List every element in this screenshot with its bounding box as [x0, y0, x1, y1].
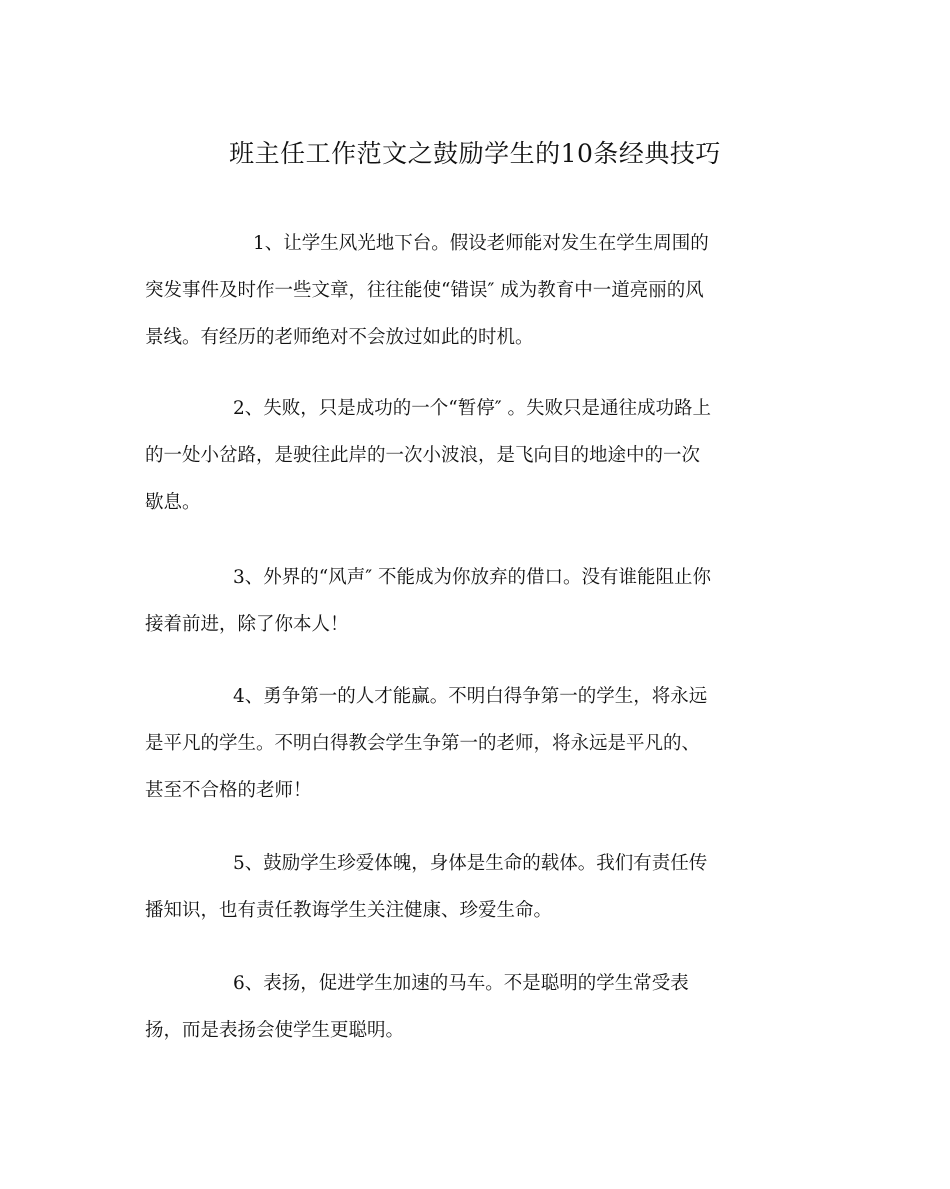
paragraph-3: [145, 554, 810, 648]
paragraph-line: 5、鼓励学生珍爱体魄，身体是生命的载体。我们有责任传: [233, 853, 708, 874]
paragraph-line: 是平凡的学生。不明白得教会学生争第一的老师，将永远是平凡的、: [145, 733, 701, 754]
paragraph-4: [145, 673, 810, 814]
document-title: 班主任工作范文之鼓励学生的10条经典技巧: [229, 139, 721, 168]
paragraph-2: [145, 385, 810, 526]
paragraph-line: 突发事件及时作一些文章，往往能使“错误″ 成为教育中一道亮丽的风: [145, 280, 704, 301]
paragraph-1: [145, 220, 810, 361]
paragraph-line: 的一处小岔路，是驶往此岸的一次小波浪，是飞向目的地途中的一次: [145, 445, 701, 466]
paragraph-line: 接着前进，除了你本人！: [145, 614, 349, 635]
paragraph-line: 1、让学生风光地下台。假设老师能对发生在学生周围的: [253, 233, 709, 254]
paragraph-line: 4、勇争第一的人才能赢。不明白得争第一的学生，将永远: [233, 686, 708, 707]
paragraph-line: 景线。有经历的老师绝对不会放过如此的时机。: [145, 327, 534, 348]
paragraph-line: 播知识，也有责任教诲学生关注健康、珍爱生命。: [145, 900, 553, 921]
paragraph-line: 甚至不合格的老师！: [145, 780, 312, 801]
paragraph-6: [145, 960, 810, 1054]
paragraph-line: 扬，而是表扬会使学生更聪明。: [145, 1020, 405, 1041]
paragraph-line: 3、外界的“风声″ 不能成为你放弃的借口。没有谁能阻止你: [233, 567, 712, 588]
paragraph-5: [145, 840, 810, 934]
paragraph-line: 6、表扬，促进学生加速的马车。不是聪明的学生常受表: [233, 973, 689, 994]
paragraph-line: 歇息。: [145, 492, 201, 513]
paragraph-line: 2、失败，只是成功的一个“暂停″ 。失败只是通往成功路上: [233, 398, 712, 419]
